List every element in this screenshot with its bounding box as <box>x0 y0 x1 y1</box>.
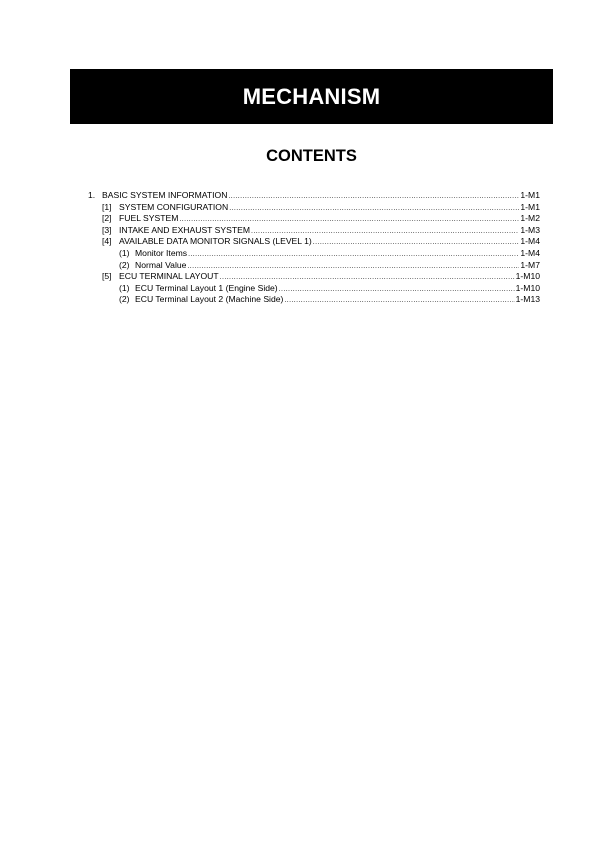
toc-entry-number: (2) <box>119 294 130 305</box>
toc-entry-page: 1-M3 <box>520 224 540 235</box>
toc-entry-page: 1-M1 <box>520 201 540 212</box>
toc-entry-title: SYSTEM CONFIGURATION <box>119 201 229 212</box>
dot-leader <box>187 261 519 273</box>
toc-entry-page: 1-M1 <box>520 190 540 200</box>
toc-entry-fuel-system[interactable] <box>88 213 540 225</box>
dot-leader <box>229 203 519 215</box>
toc-entry-number: (2) <box>119 259 130 270</box>
toc-entry-ecu-terminal-layout-machine-side[interactable] <box>88 294 540 306</box>
toc-entry-ecu-terminal-layout-engine-side[interactable] <box>88 283 540 295</box>
toc-entry-title: ECU Terminal Layout 1 (Engine Side) <box>135 282 278 293</box>
toc-entry-page: 1-M10 <box>515 282 540 293</box>
dot-leader <box>284 295 514 307</box>
toc-entry-number: 1. <box>88 190 96 200</box>
toc-entry-ecu-terminal-layout[interactable] <box>88 271 540 283</box>
toc-entry-system-configuration[interactable] <box>88 202 540 214</box>
toc-entry-page: 1-M4 <box>520 247 540 258</box>
dot-leader <box>188 249 519 261</box>
banner-title: MECHANISM <box>242 83 381 109</box>
toc-entry-basic-system-information[interactable] <box>88 190 540 202</box>
toc-entry-number: [3] <box>102 224 112 235</box>
dot-leader <box>279 284 515 296</box>
toc-entry-number: (1) <box>119 282 130 293</box>
toc-entry-number: [1] <box>102 201 112 212</box>
toc-entry-intake-and-exhaust-system[interactable] <box>88 225 540 237</box>
toc-entry-number: [5] <box>102 271 112 282</box>
toc-entry-page: 1-M7 <box>520 259 540 270</box>
dot-leader <box>228 191 519 203</box>
toc-entry-available-data-monitor-signals[interactable] <box>88 236 540 248</box>
toc-entry-page: 1-M2 <box>520 213 540 224</box>
toc-entry-title: AVAILABLE DATA MONITOR SIGNALS (LEVEL 1) <box>119 236 312 247</box>
toc-entry-number: [2] <box>102 213 112 224</box>
contents-heading: CONTENTS <box>266 147 357 165</box>
toc-entry-title: Monitor Items <box>135 247 188 258</box>
toc-entry-page: 1-M4 <box>520 236 540 247</box>
toc-entry-number: (1) <box>119 247 130 258</box>
toc-entry-page: 1-M10 <box>515 271 540 282</box>
toc-entry-monitor-items[interactable] <box>88 248 540 260</box>
section-banner <box>70 69 553 124</box>
toc-entry-title: ECU TERMINAL LAYOUT <box>119 271 219 282</box>
toc-entry-title: BASIC SYSTEM INFORMATION <box>102 190 228 200</box>
toc-entry-title: INTAKE AND EXHAUST SYSTEM <box>119 224 251 235</box>
toc-entry-title: Normal Value <box>135 259 187 270</box>
toc-entry-number: [4] <box>102 236 112 247</box>
toc-entry-normal-value[interactable] <box>88 260 540 272</box>
toc-entry-title: FUEL SYSTEM <box>119 213 179 224</box>
toc-entry-page: 1-M13 <box>515 294 540 305</box>
dot-leader <box>313 237 520 249</box>
toc-entry-title: ECU Terminal Layout 2 (Machine Side) <box>135 294 284 305</box>
table-of-contents <box>88 190 540 306</box>
